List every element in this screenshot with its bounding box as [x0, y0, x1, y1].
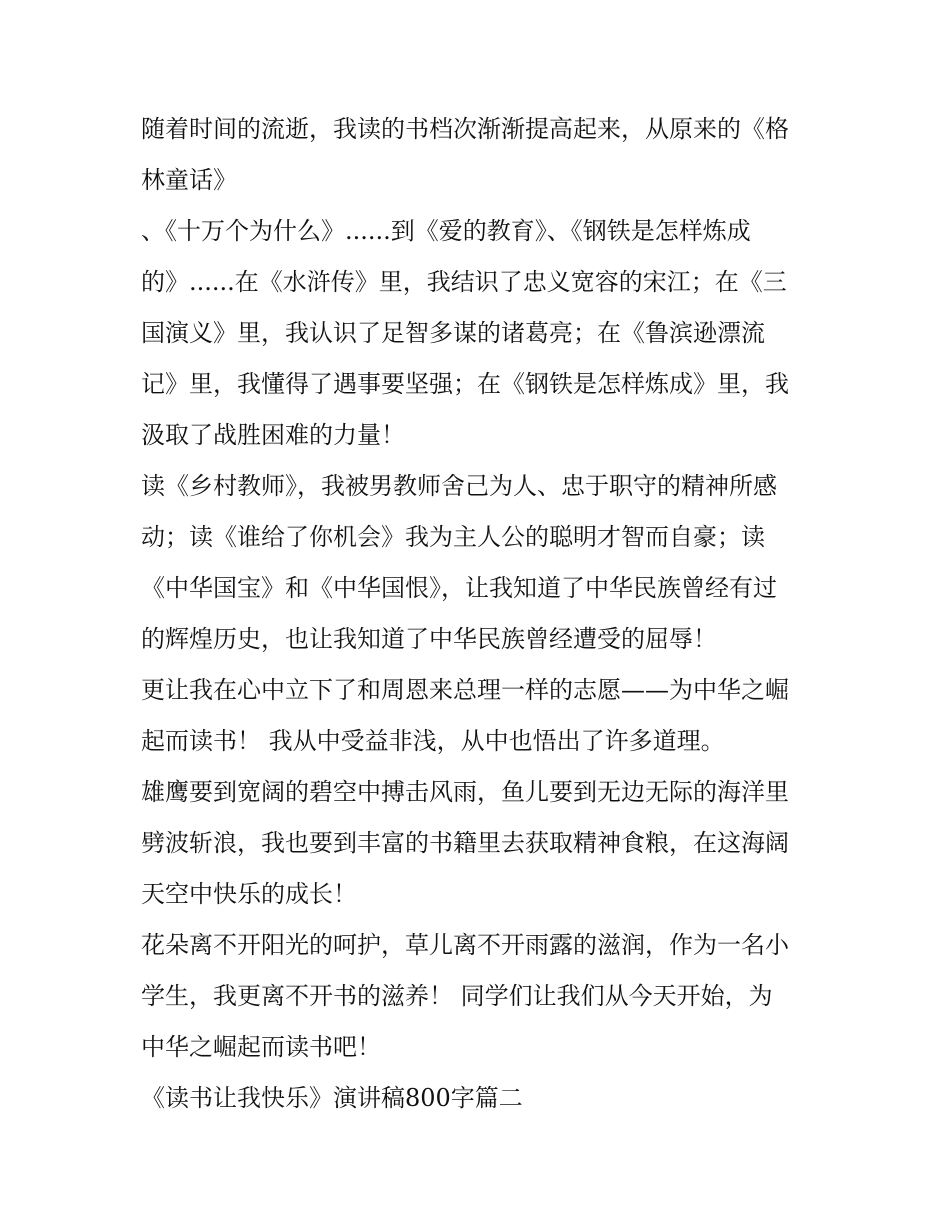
text-line: 林童话》	[141, 166, 237, 194]
text-line: 动；读《谁给了你机会》我为主人公的聪明才智而自豪；读	[141, 523, 765, 551]
text-line: 随着时间的流逝，我读的书档次渐渐提高起来，从原来的《格	[141, 115, 789, 143]
text-line: 汲取了战胜困难的力量！	[141, 421, 405, 449]
text-line: 的》......在《水浒传》里，我结识了忠义宽容的宋江；在《三	[141, 268, 787, 296]
text-line: 天空中快乐的成长！	[141, 880, 357, 908]
text-line: 记》里，我懂得了遇事要坚强；在《钢铁是怎样炼成》里，我	[141, 370, 789, 398]
text-line: 学生，我更离不开书的滋养！ 同学们让我们从今天开始，为	[141, 982, 773, 1010]
text-line: 国演义》里，我认识了足智多谋的诸葛亮；在《鲁滨逊漂流	[141, 319, 765, 347]
text-line: 起而读书！ 我从中受益非浅，从中也悟出了许多道理。	[141, 727, 725, 755]
section-heading: 《读书让我快乐》演讲稿800字篇二	[141, 1084, 523, 1112]
text-line: 花朵离不开阳光的呵护，草儿离不开雨露的滋润，作为一名小	[141, 931, 789, 959]
text-line: 读《乡村教师》，我被男教师舍己为人、忠于职守的精神所感	[141, 472, 777, 500]
text-line: 劈波斩浪，我也要到丰富的书籍里去获取精神食粮，在这海阔	[141, 829, 789, 857]
text-line: 《中华国宝》和《中华国恨》，让我知道了中华民族曾经有过	[141, 574, 777, 602]
text-line: 中华之崛起而读书吧！	[141, 1033, 381, 1061]
document-body	[141, 104, 821, 1124]
text-line: 的辉煌历史，也让我知道了中华民族曾经遭受的屈辱！	[141, 625, 717, 653]
text-line: 、《十万个为什么》......到《爱的教育》、《钢铁是怎样炼成	[141, 217, 751, 245]
text-line: 雄鹰要到宽阔的碧空中搏击风雨，鱼儿要到无边无际的海洋里	[141, 778, 789, 806]
text-line: 更让我在心中立下了和周恩来总理一样的志愿——为中华之崛	[141, 676, 789, 704]
